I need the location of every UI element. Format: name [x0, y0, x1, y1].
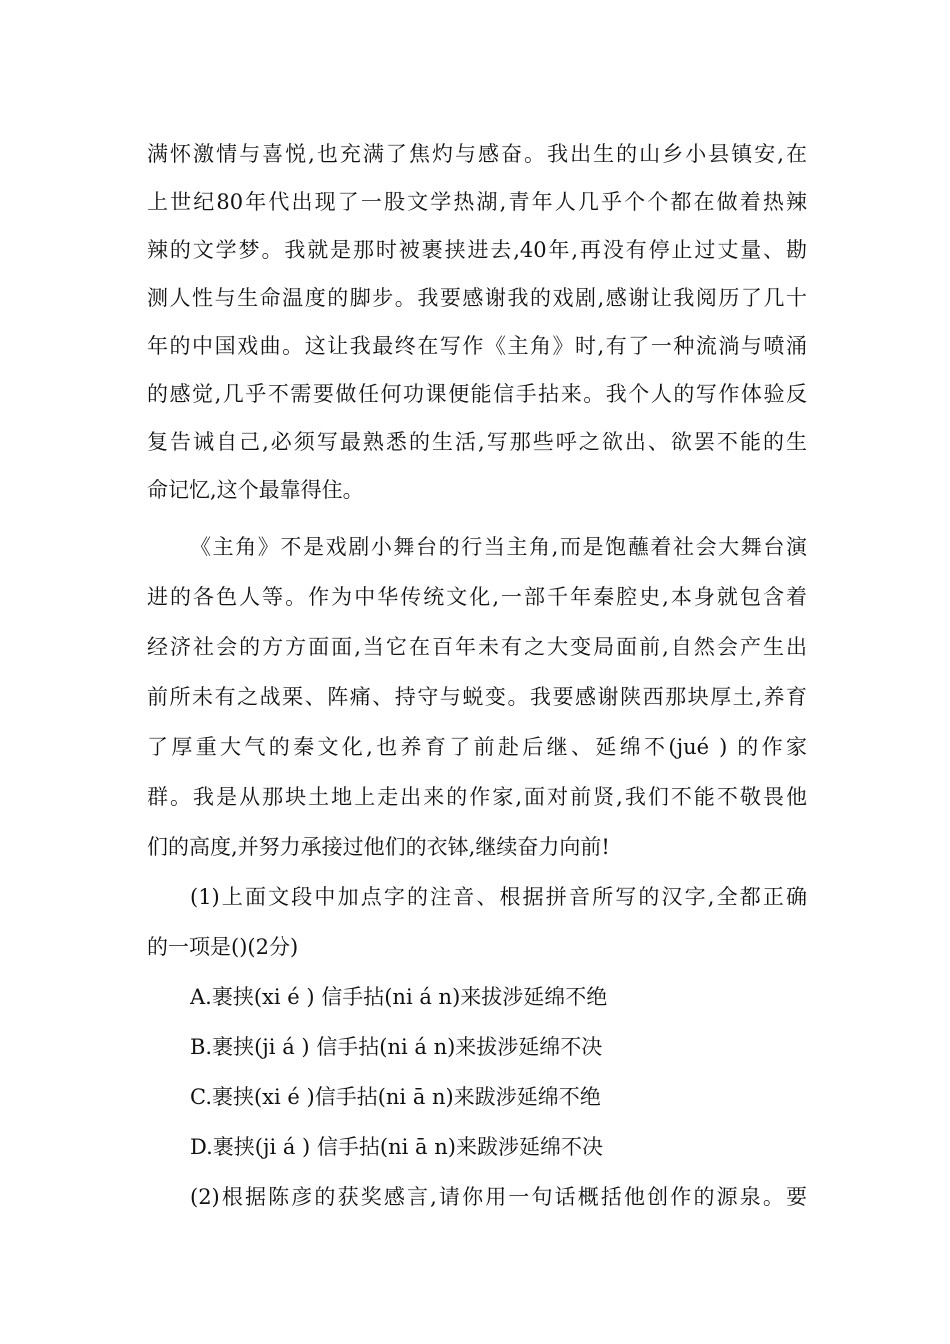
question-1-option-a: A.裹挟(xi é ) 信手拈(ni á n)来拔涉延绵不绝	[190, 985, 608, 1009]
paragraph-2-line-5: 了厚重大气的秦文化,也养育了前赴后继、延绵不(jué ) 的作家	[147, 735, 807, 759]
question-1-stem-line-2: 的一项是()(2分)	[147, 935, 299, 959]
question-2-stem-line-1: (2)根据陈彦的获奖感言,请你用一句话概括他创作的源泉。要	[190, 1185, 807, 1209]
paragraph-1-line-1: 满怀激情与喜悦,也充满了焦灼与感奋。我出生的山乡小县镇安,在	[147, 142, 807, 166]
paragraph-1-line-6: 的感觉,几乎不需要做任何功课便能信手拈来。我个人的写作体验反	[147, 382, 807, 406]
paragraph-1-line-4: 测人性与生命温度的脚步。我要感谢我的戏剧,感谢让我阅历了几十	[147, 286, 807, 310]
question-1-option-c: C.裹挟(xi é )信手拈(ni ā n)来跋涉延绵不绝	[190, 1085, 601, 1109]
question-1-stem-line-1: (1)上面文段中加点字的注音、根据拼音所写的汉字,全都正确	[190, 885, 807, 909]
question-1-option-d: D.裹挟(ji á ) 信手拈(ni ā n)来跋涉延绵不决	[190, 1135, 603, 1159]
paragraph-1-line-3: 辣的文学梦。我就是那时被裹挟进去,40年,再没有停止过丈量、勘	[147, 238, 807, 262]
paragraph-2-line-3: 经济社会的方方面面,当它在百年未有之大变局面前,自然会产生出	[147, 635, 807, 659]
paragraph-2-line-6: 群。我是从那块土地上走出来的作家,面对前贤,我们不能不敬畏他	[147, 785, 807, 809]
paragraph-1-line-2: 上世纪80年代出现了一股文学热湖,青年人几乎个个都在做着热辣	[147, 190, 807, 214]
paragraph-1-line-8: 命记忆,这个最靠得住。	[147, 478, 364, 502]
question-1-option-b: B.裹挟(ji á ) 信手拈(ni á n)来拔涉延绵不决	[190, 1035, 603, 1059]
paragraph-2-line-4: 前所未有之战栗、阵痛、持守与蜕变。我要感谢陕西那块厚土,养育	[147, 685, 807, 709]
paragraph-1-line-5: 年的中国戏曲。这让我最终在写作《主角》时,有了一种流淌与喷涌	[147, 334, 807, 358]
paragraph-2-line-2: 进的各色人等。作为中华传统文化,一部千年秦腔史,本身就包含着	[147, 585, 807, 609]
paragraph-1-line-7: 复告诫自己,必须写最熟悉的生活,写那些呼之欲出、欲罢不能的生	[147, 430, 807, 454]
paragraph-2-line-7: 们的高度,并努力承接过他们的衣钵,继续奋力向前!	[147, 835, 610, 859]
paragraph-2-line-1: 《主角》不是戏剧小舞台的行当主角,而是饱蘸着社会大舞台演	[190, 535, 807, 559]
